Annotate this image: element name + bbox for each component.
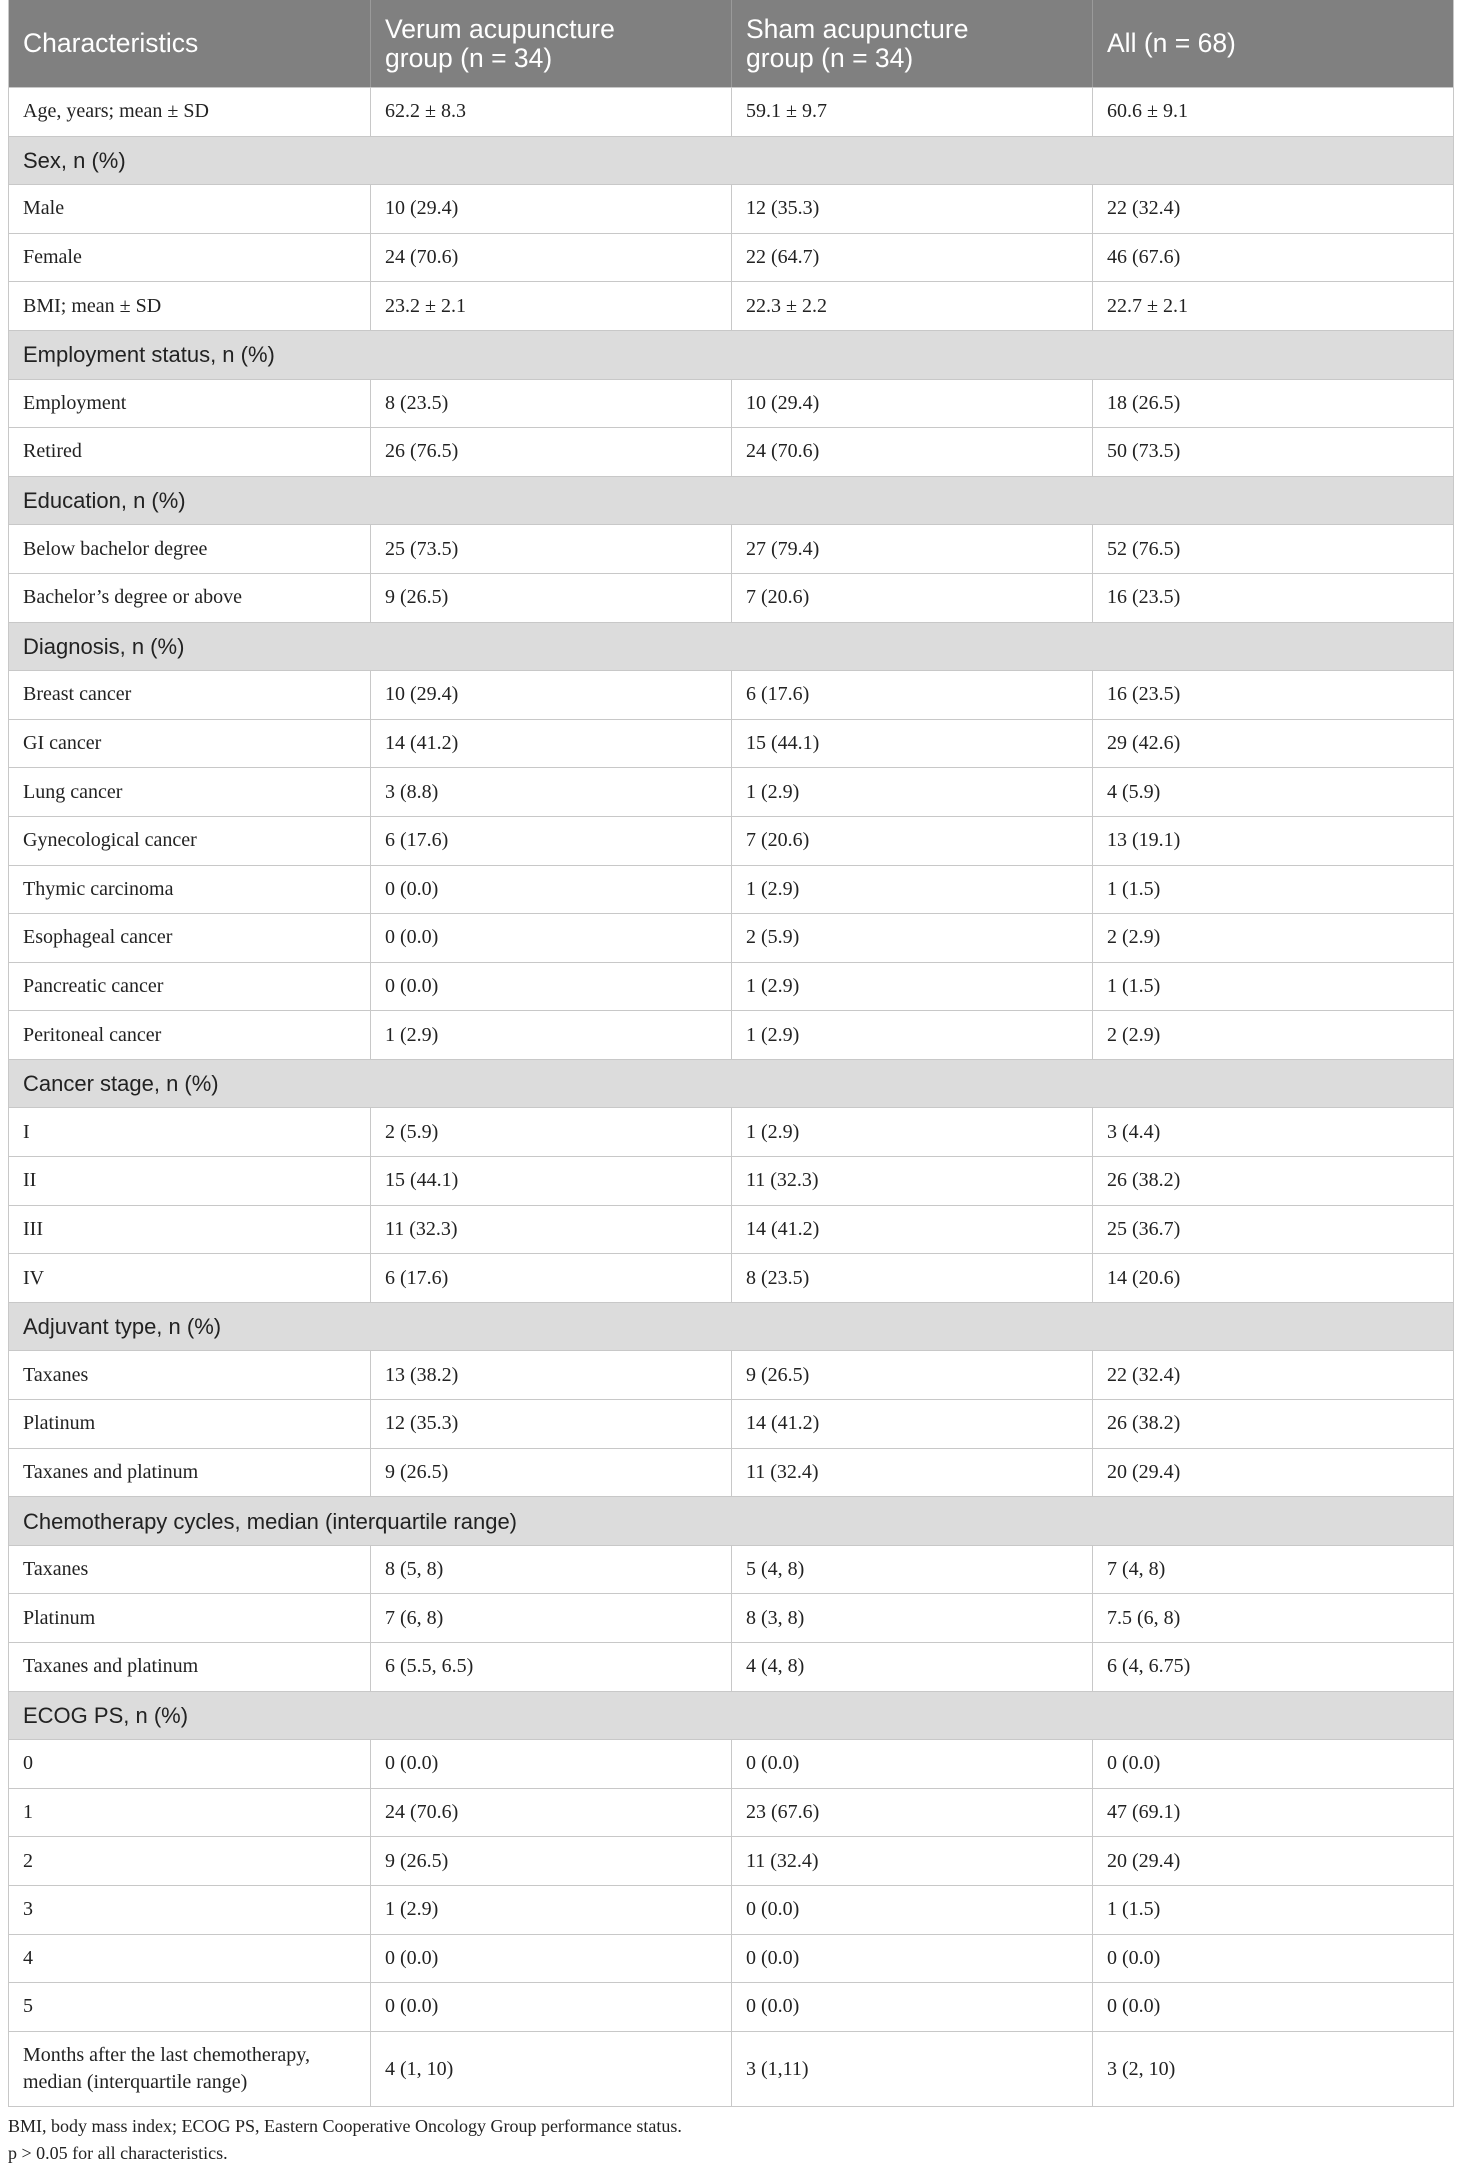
cell-sham: 1 (2.9) [731,1011,1092,1059]
table-row [9,1546,1453,1595]
row-label: Employment [23,391,127,414]
row-label: Taxanes [23,1363,89,1386]
table-row [9,671,1453,720]
cell-sham: 10 (29.4) [731,380,1092,428]
footnote-significance: p > 0.05 for all characteristics. [8,2143,228,2163]
cell-all: 20 (29.4) [1092,1837,1453,1885]
row-label: 4 [23,1946,33,1969]
cell-all: 1 (1.5) [1092,1886,1453,1934]
cell-verum: 0 (0.0) [370,1740,731,1788]
cell-verum: 0 (0.0) [370,914,731,962]
cell-all: 26 (38.2) [1092,1400,1453,1448]
column-header-verum: Verum acupuncture group (n = 34) [370,0,731,87]
row-label: Platinum [23,1412,96,1435]
section-header-row [9,477,1453,526]
cell-all: 14 (20.6) [1092,1254,1453,1302]
section-header-row [9,1497,1453,1546]
cell-verum: 3 (8.8) [370,768,731,816]
section-header-row [9,1692,1453,1741]
cell-all: 29 (42.6) [1092,720,1453,768]
table-row [9,914,1453,963]
cell-all: 22 (32.4) [1092,185,1453,233]
table-row [9,234,1453,283]
row-label: IV [23,1266,45,1289]
cell-verum: 14 (41.2) [370,720,731,768]
section-header: Employment status, n (%) [23,342,275,368]
cell-sham: 15 (44.1) [731,720,1092,768]
row-label: II [23,1169,37,1192]
row-label: Months after the last chemotherapy, median (interquartile range) [23,2044,310,2094]
table-row [9,1254,1453,1303]
cell-verum: 9 (26.5) [370,574,731,622]
cell-verum: 6 (17.6) [370,817,731,865]
section-header: Education, n (%) [23,488,186,514]
table-header-row [9,0,1453,88]
table-row [9,1740,1453,1789]
cell-sham: 22 (64.7) [731,234,1092,282]
cell-verum: 1 (2.9) [370,1011,731,1059]
cell-sham: 1 (2.9) [731,963,1092,1011]
row-label: Esophageal cancer [23,926,173,949]
table-row [9,963,1453,1012]
footnote-abbreviations: BMI, body mass index; ECOG PS, Eastern Cooperative Oncology Group performance status. [8,2116,682,2136]
cell-sham: 1 (2.9) [731,768,1092,816]
cell-sham: 0 (0.0) [731,1886,1092,1934]
cell-sham: 0 (0.0) [731,1935,1092,1983]
row-label: Pancreatic cancer [23,974,164,997]
cell-all: 1 (1.5) [1092,963,1453,1011]
row-label: Below bachelor degree [23,537,208,560]
cell-all: 1 (1.5) [1092,866,1453,914]
table-row [9,88,1453,137]
cell-all: 4 (5.9) [1092,768,1453,816]
cell-verum: 0 (0.0) [370,1983,731,2031]
table-row [9,1983,1453,2032]
cell-sham: 11 (32.4) [731,1449,1092,1497]
row-label: Breast cancer [23,683,132,706]
cell-verum: 4 (1, 10) [370,2032,731,2107]
cell-verum: 8 (5, 8) [370,1546,731,1594]
row-label: 1 [23,1801,33,1824]
cell-all: 20 (29.4) [1092,1449,1453,1497]
table-row [9,720,1453,769]
cell-verum: 10 (29.4) [370,185,731,233]
cell-sham: 1 (2.9) [731,1108,1092,1156]
cell-sham: 0 (0.0) [731,1740,1092,1788]
row-label: Taxanes and platinum [23,1655,199,1678]
cell-sham: 3 (1,11) [731,2032,1092,2107]
column-header-sham: Sham acupuncture group (n = 34) [731,0,1092,87]
cell-verum: 8 (23.5) [370,380,731,428]
cell-all: 3 (2, 10) [1092,2032,1453,2107]
cell-verum: 23.2 ± 2.1 [370,282,731,330]
cell-all: 0 (0.0) [1092,1935,1453,1983]
cell-all: 26 (38.2) [1092,1157,1453,1205]
cell-all: 47 (69.1) [1092,1789,1453,1837]
cell-verum: 26 (76.5) [370,428,731,476]
row-label: Age, years; mean ± SD [23,100,209,123]
cell-sham: 6 (17.6) [731,671,1092,719]
table-row [9,1789,1453,1838]
section-header: Cancer stage, n (%) [23,1071,219,1097]
characteristics-table [8,0,1454,2107]
cell-sham: 2 (5.9) [731,914,1092,962]
cell-verum: 10 (29.4) [370,671,731,719]
cell-sham: 12 (35.3) [731,185,1092,233]
cell-all: 2 (2.9) [1092,1011,1453,1059]
table-footnotes [8,2113,1448,2167]
cell-verum: 25 (73.5) [370,525,731,573]
cell-verum: 24 (70.6) [370,1789,731,1837]
cell-sham: 8 (23.5) [731,1254,1092,1302]
cell-sham: 22.3 ± 2.2 [731,282,1092,330]
cell-verum: 2 (5.9) [370,1108,731,1156]
table-row [9,282,1453,331]
section-header: Chemotherapy cycles, median (interquartile range) [23,1508,518,1534]
cell-verum: 6 (5.5, 6.5) [370,1643,731,1691]
cell-verum: 6 (17.6) [370,1254,731,1302]
cell-all: 18 (26.5) [1092,380,1453,428]
table-row [9,1935,1453,1984]
table-row [9,525,1453,574]
row-label: Female [23,246,82,269]
section-header: ECOG PS, n (%) [23,1702,189,1728]
row-label: BMI; mean ± SD [23,294,162,317]
row-label: 2 [23,1849,33,1872]
cell-sham: 27 (79.4) [731,525,1092,573]
cell-verum: 7 (6, 8) [370,1594,731,1642]
cell-sham: 14 (41.2) [731,1206,1092,1254]
cell-verum: 0 (0.0) [370,866,731,914]
cell-verum: 9 (26.5) [370,1449,731,1497]
cell-verum: 62.2 ± 8.3 [370,88,731,136]
cell-all: 16 (23.5) [1092,671,1453,719]
table-row [9,1206,1453,1255]
cell-sham: 7 (20.6) [731,574,1092,622]
table-row [9,428,1453,477]
cell-sham: 5 (4, 8) [731,1546,1092,1594]
cell-verum: 1 (2.9) [370,1886,731,1934]
column-header-all: All (n = 68) [1092,0,1453,87]
section-header: Adjuvant type, n (%) [23,1314,222,1340]
section-header: Diagnosis, n (%) [23,633,185,659]
row-label: Lung cancer [23,780,123,803]
cell-all: 0 (0.0) [1092,1740,1453,1788]
cell-all: 25 (36.7) [1092,1206,1453,1254]
cell-sham: 11 (32.3) [731,1157,1092,1205]
row-label: 5 [23,1995,33,2018]
section-header-row [9,331,1453,380]
table-row [9,1594,1453,1643]
cell-verum: 15 (44.1) [370,1157,731,1205]
cell-all: 3 (4.4) [1092,1108,1453,1156]
cell-verum: 0 (0.0) [370,1935,731,1983]
table-row [9,768,1453,817]
cell-sham: 23 (67.6) [731,1789,1092,1837]
cell-all: 22 (32.4) [1092,1351,1453,1399]
row-label: 0 [23,1752,33,1775]
cell-all: 22.7 ± 2.1 [1092,282,1453,330]
table-row [9,1351,1453,1400]
table-row [9,866,1453,915]
row-label: Taxanes [23,1558,89,1581]
cell-sham: 59.1 ± 9.7 [731,88,1092,136]
cell-verum: 24 (70.6) [370,234,731,282]
section-header-row [9,1060,1453,1109]
table-row [9,1886,1453,1935]
cell-all: 0 (0.0) [1092,1983,1453,2031]
cell-sham: 7 (20.6) [731,817,1092,865]
table-row [9,574,1453,623]
cell-sham: 11 (32.4) [731,1837,1092,1885]
cell-all: 16 (23.5) [1092,574,1453,622]
cell-sham: 24 (70.6) [731,428,1092,476]
cell-all: 13 (19.1) [1092,817,1453,865]
row-label: Platinum [23,1606,96,1629]
table-row [9,1449,1453,1498]
column-header-characteristics: Characteristics [23,28,199,58]
section-header-row [9,137,1453,186]
row-label: Gynecological cancer [23,829,197,852]
cell-all: 52 (76.5) [1092,525,1453,573]
table-row [9,1643,1453,1692]
cell-all: 6 (4, 6.75) [1092,1643,1453,1691]
cell-sham: 9 (26.5) [731,1351,1092,1399]
row-label: GI cancer [23,732,102,755]
section-header-row [9,1303,1453,1352]
row-label: I [23,1120,30,1143]
section-header: Sex, n (%) [23,147,126,173]
cell-verum: 9 (26.5) [370,1837,731,1885]
table-row [9,1011,1453,1060]
row-label: Taxanes and platinum [23,1460,199,1483]
table-row [9,817,1453,866]
row-label: Bachelor’s degree or above [23,586,242,609]
row-label: Retired [23,440,82,463]
row-label: Thymic carcinoma [23,877,174,900]
cell-all: 60.6 ± 9.1 [1092,88,1453,136]
cell-verum: 12 (35.3) [370,1400,731,1448]
cell-sham: 8 (3, 8) [731,1594,1092,1642]
cell-sham: 0 (0.0) [731,1983,1092,2031]
table-row [9,185,1453,234]
section-header-row [9,623,1453,672]
table-body [9,88,1453,2107]
cell-sham: 14 (41.2) [731,1400,1092,1448]
table-row [9,1108,1453,1157]
row-label: III [23,1217,43,1240]
table-row [9,2032,1453,2108]
cell-all: 46 (67.6) [1092,234,1453,282]
cell-verum: 13 (38.2) [370,1351,731,1399]
row-label: 3 [23,1898,33,1921]
cell-all: 2 (2.9) [1092,914,1453,962]
cell-verum: 0 (0.0) [370,963,731,1011]
table-row [9,1157,1453,1206]
cell-sham: 1 (2.9) [731,866,1092,914]
cell-all: 7.5 (6, 8) [1092,1594,1453,1642]
cell-all: 7 (4, 8) [1092,1546,1453,1594]
row-label: Male [23,197,65,220]
table-row [9,1400,1453,1449]
cell-all: 50 (73.5) [1092,428,1453,476]
table-row [9,1837,1453,1886]
row-label: Peritoneal cancer [23,1023,162,1046]
table-row [9,380,1453,429]
cell-sham: 4 (4, 8) [731,1643,1092,1691]
cell-verum: 11 (32.3) [370,1206,731,1254]
